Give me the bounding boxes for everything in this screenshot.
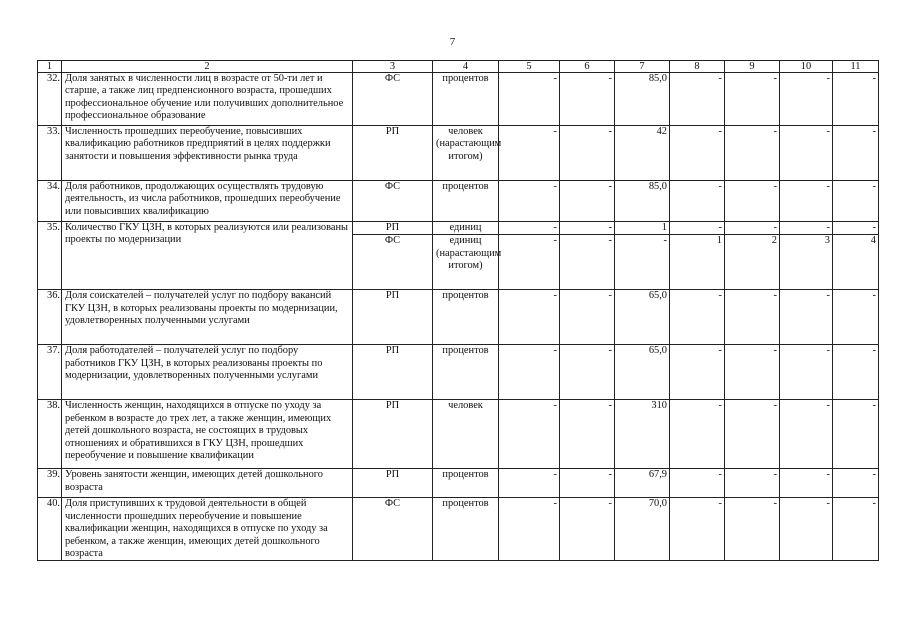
table-row bbox=[38, 73, 879, 126]
row-number: 33. bbox=[38, 126, 62, 181]
header-cell: 1 bbox=[38, 61, 62, 73]
header-cell: 6 bbox=[560, 61, 615, 73]
value-cell: 4 bbox=[833, 235, 879, 290]
value-cell: 2 bbox=[725, 235, 780, 290]
table-row bbox=[38, 222, 879, 235]
value-cell: - bbox=[833, 345, 879, 400]
value-cell: - bbox=[560, 290, 615, 345]
indicator-name: Уровень занятости женщин, имеющих детей дошкольного возраста bbox=[62, 469, 353, 498]
indicator-type: РП bbox=[353, 222, 433, 235]
value-cell: - bbox=[560, 235, 615, 290]
header-cell: 2 bbox=[62, 61, 353, 73]
row-number: 40. bbox=[38, 498, 62, 561]
unit: процентов bbox=[433, 469, 499, 498]
value-cell: - bbox=[499, 126, 560, 181]
indicator-type: ФС bbox=[353, 73, 433, 126]
row-number: 36. bbox=[38, 290, 62, 345]
value-cell: 65,0 bbox=[615, 345, 670, 400]
value-cell: - bbox=[833, 73, 879, 126]
row-number: 39. bbox=[38, 469, 62, 498]
value-cell: - bbox=[833, 222, 879, 235]
value-cell: - bbox=[615, 235, 670, 290]
value-cell: - bbox=[499, 73, 560, 126]
value-cell: - bbox=[833, 126, 879, 181]
value-cell: 3 bbox=[780, 235, 833, 290]
row-number: 32. bbox=[38, 73, 62, 126]
unit: человек bbox=[433, 400, 499, 469]
unit: процентов bbox=[433, 290, 499, 345]
value-cell: - bbox=[725, 400, 780, 469]
value-cell: - bbox=[499, 345, 560, 400]
indicator-name: Численность прошедших переобучение, повысивших квалификацию работников предприятий в целях поддержки занятости и повышения эффективности рынка труда bbox=[62, 126, 353, 181]
value-cell: - bbox=[725, 290, 780, 345]
table-row bbox=[38, 469, 879, 498]
value-cell: - bbox=[560, 73, 615, 126]
indicator-type: РП bbox=[353, 469, 433, 498]
value-cell: - bbox=[725, 498, 780, 561]
value-cell: - bbox=[560, 181, 615, 222]
header-cell: 8 bbox=[670, 61, 725, 73]
value-cell: - bbox=[560, 126, 615, 181]
value-cell: - bbox=[560, 222, 615, 235]
value-cell: - bbox=[499, 235, 560, 290]
value-cell: 70,0 bbox=[615, 498, 670, 561]
value-cell: - bbox=[670, 345, 725, 400]
value-cell: 1 bbox=[615, 222, 670, 235]
indicator-type: ФС bbox=[353, 235, 433, 290]
indicator-type: РП bbox=[353, 126, 433, 181]
value-cell: - bbox=[780, 469, 833, 498]
indicator-name: Численность женщин, находящихся в отпуске по уходу за ребенком в возрасте до трех лет, а также женщин, имеющих детей дошкольного возраста, не состоящих в трудовых отношениях и обратившихся в ГКУ ЦЗН, прошедших переобучение и повышение квалификации bbox=[62, 400, 353, 469]
table-row bbox=[38, 498, 879, 561]
value-cell: 1 bbox=[670, 235, 725, 290]
indicators-table bbox=[37, 60, 879, 561]
value-cell: 65,0 bbox=[615, 290, 670, 345]
value-cell: - bbox=[670, 400, 725, 469]
value-cell: - bbox=[780, 126, 833, 181]
value-cell: - bbox=[725, 181, 780, 222]
value-cell: 42 bbox=[615, 126, 670, 181]
value-cell: - bbox=[833, 498, 879, 561]
header-cell: 5 bbox=[499, 61, 560, 73]
header-cell: 4 bbox=[433, 61, 499, 73]
unit: единиц (нарастающим итогом) bbox=[433, 235, 499, 290]
value-cell: - bbox=[725, 469, 780, 498]
header-cell: 10 bbox=[780, 61, 833, 73]
value-cell: - bbox=[670, 181, 725, 222]
unit: процентов bbox=[433, 181, 499, 222]
value-cell: - bbox=[833, 400, 879, 469]
value-cell: - bbox=[780, 498, 833, 561]
value-cell: - bbox=[725, 222, 780, 235]
value-cell: 85,0 bbox=[615, 181, 670, 222]
value-cell: - bbox=[670, 498, 725, 561]
indicator-name: Доля работников, продолжающих осуществлять трудовую деятельность, из числа работников, прошедших переобучение или повысивших квалификацию bbox=[62, 181, 353, 222]
value-cell: - bbox=[560, 498, 615, 561]
value-cell: - bbox=[560, 345, 615, 400]
header-cell: 9 bbox=[725, 61, 780, 73]
indicator-type: РП bbox=[353, 345, 433, 400]
row-number: 38. bbox=[38, 400, 62, 469]
value-cell: - bbox=[780, 73, 833, 126]
value-cell: - bbox=[499, 400, 560, 469]
table-row bbox=[38, 181, 879, 222]
table-row bbox=[38, 345, 879, 400]
value-cell: - bbox=[560, 469, 615, 498]
unit: процентов bbox=[433, 73, 499, 126]
value-cell: - bbox=[499, 290, 560, 345]
value-cell: - bbox=[780, 290, 833, 345]
indicator-name: Доля работодателей – получателей услуг по подбору работников ГКУ ЦЗН, в которых реализованы проекты по модернизации, удовлетворенных полученными услугами bbox=[62, 345, 353, 400]
value-cell: - bbox=[780, 400, 833, 469]
row-number: 34. bbox=[38, 181, 62, 222]
value-cell: - bbox=[833, 181, 879, 222]
indicator-name: Количество ГКУ ЦЗН, в которых реализуются или реализованы проекты по модернизации bbox=[62, 222, 353, 290]
row-number: 37. bbox=[38, 345, 62, 400]
value-cell: 85,0 bbox=[615, 73, 670, 126]
value-cell: - bbox=[499, 181, 560, 222]
table-row bbox=[38, 126, 879, 181]
indicator-type: РП bbox=[353, 290, 433, 345]
value-cell: - bbox=[670, 469, 725, 498]
value-cell: - bbox=[670, 126, 725, 181]
header-row bbox=[38, 61, 879, 73]
header-cell: 7 bbox=[615, 61, 670, 73]
value-cell: - bbox=[499, 222, 560, 235]
value-cell: - bbox=[833, 290, 879, 345]
page-number: 7 bbox=[449, 36, 456, 48]
indicator-type: РП bbox=[353, 400, 433, 469]
indicator-name: Доля соискателей – получателей услуг по подбору вакансий ГКУ ЦЗН, в которых реализованы проекты по модернизации, удовлетворенных полученными услугами bbox=[62, 290, 353, 345]
indicator-name: Доля приступивших к трудовой деятельности в общей численности прошедших переобучение и повышение квалификации женщин, находящихся в отпуске по уходу за ребенком, а также женщин, имеющих детей дошкольного возраста bbox=[62, 498, 353, 561]
table-row bbox=[38, 400, 879, 469]
value-cell: - bbox=[780, 222, 833, 235]
value-cell: 67,9 bbox=[615, 469, 670, 498]
unit: единиц bbox=[433, 222, 499, 235]
value-cell: 310 bbox=[615, 400, 670, 469]
header-cell: 3 bbox=[353, 61, 433, 73]
value-cell: - bbox=[725, 126, 780, 181]
value-cell: - bbox=[670, 73, 725, 126]
value-cell: - bbox=[780, 181, 833, 222]
indicator-type: ФС bbox=[353, 498, 433, 561]
unit: человек (нарастающим итогом) bbox=[433, 126, 499, 181]
table-row bbox=[38, 290, 879, 345]
header-cell: 11 bbox=[833, 61, 879, 73]
indicator-name: Доля занятых в численности лиц в возрасте от 50-ти лет и старше, а также лиц предпенсионного возраста, прошедших профессиональное обучение или получивших дополнительное профессиональное образование bbox=[62, 73, 353, 126]
unit: процентов bbox=[433, 498, 499, 561]
value-cell: - bbox=[499, 469, 560, 498]
value-cell: - bbox=[499, 498, 560, 561]
value-cell: - bbox=[670, 222, 725, 235]
value-cell: - bbox=[725, 73, 780, 126]
unit: процентов bbox=[433, 345, 499, 400]
row-number: 35. bbox=[38, 222, 62, 290]
indicator-type: ФС bbox=[353, 181, 433, 222]
value-cell: - bbox=[670, 290, 725, 345]
value-cell: - bbox=[725, 345, 780, 400]
value-cell: - bbox=[833, 469, 879, 498]
value-cell: - bbox=[560, 400, 615, 469]
value-cell: - bbox=[780, 345, 833, 400]
